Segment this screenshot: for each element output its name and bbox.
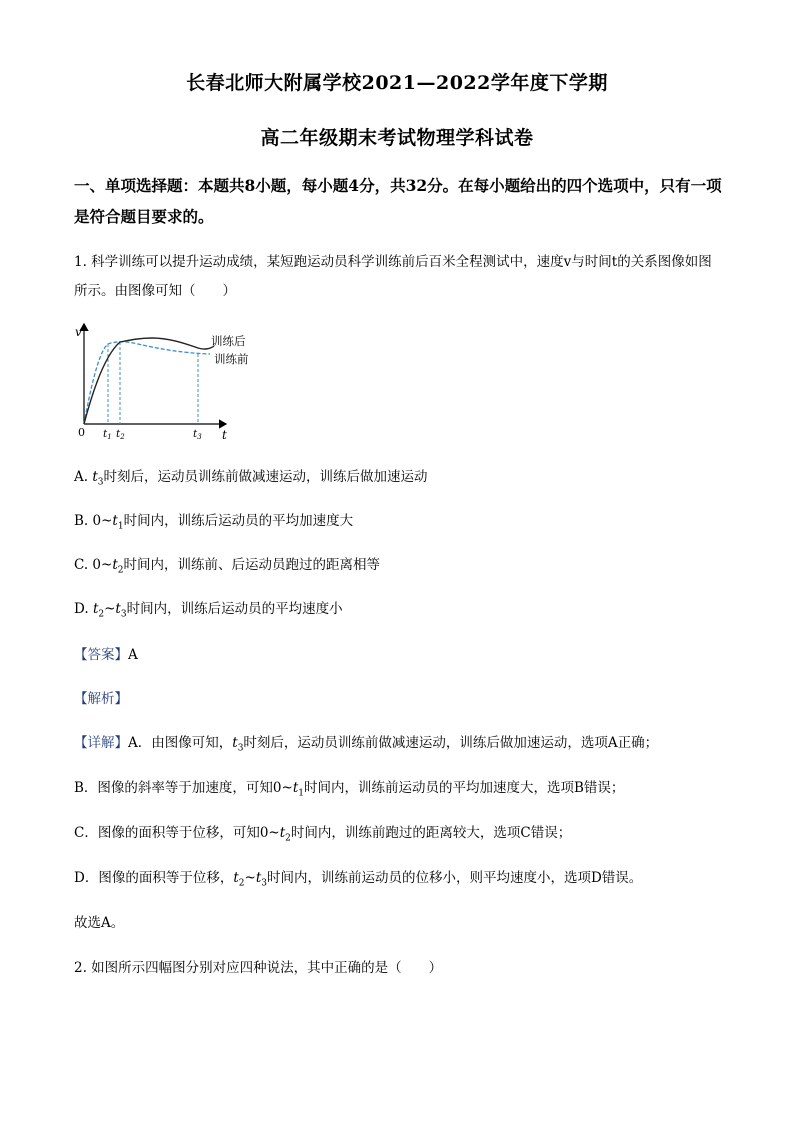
answer-value: A — [128, 647, 138, 663]
origin-label: 0 — [78, 426, 85, 439]
tick-t1: t1 — [103, 428, 112, 441]
legend-before-training: 训练前 — [214, 352, 249, 366]
exam-title-line1: 长春北师大附属学校2021—2022学年度下学期 — [186, 72, 608, 94]
detail-a: 【详解】A．由图像可知，$t_3$时刻后，运动员训练前做减速运动，训练后做加速运动，选项A正确； — [74, 735, 659, 754]
detail-b: B．图像的斜率等于加速度，可知$0\sim t_1$时间内，训练前运动员的平均加速度大，选项B错误； — [74, 780, 625, 799]
answer-label: 【答案】 — [74, 647, 128, 663]
analysis-line — [74, 689, 724, 709]
detail-label: 【详解】 — [74, 735, 128, 751]
question-1-stem: 1. 科学训练可以提升运动成绩，某短跑运动员科学训练前后百米全程测试中，速度v与时间t的关系图像如图所示。由图像可知（ ） — [74, 254, 712, 299]
detail-c: C．图像的面积等于位移，可知$0\sim t_2$时间内，训练前跑过的距离较大，选项C错误； — [74, 825, 572, 844]
legend-after-training: 训练后 — [211, 334, 246, 348]
option-c: C. $0\sim t_2$时间内，训练前、后运动员跑过的距离相等 — [74, 557, 381, 576]
question-2-stem: 2. 如图所示四幅图分别对应四种说法，其中正确的是（ ） — [74, 960, 443, 976]
answer-line — [74, 645, 724, 665]
exam-title-line2: 高二年级期末考试物理学科试卷 — [260, 127, 534, 149]
vt-graph — [74, 320, 274, 448]
detail-d: D．图像的面积等于位移，$t_2\sim t_3$时间内，训练前运动员的位移小，则平均速度小，选项D错误。 — [74, 870, 643, 889]
option-d: D. $t_2\sim t_3$时间内，训练后运动员的平均速度小 — [74, 601, 343, 620]
curve-before-training — [84, 342, 210, 424]
tick-t3: t3 — [193, 428, 202, 441]
section-heading: 一、单项选择题：本题共8小题，每小题4分，共32分。在每小题给出的四个选项中，只有一项是符合题目要求的。 — [74, 176, 722, 226]
y-axis-label: v — [75, 325, 82, 339]
tick-t2: t2 — [116, 428, 125, 441]
analysis-label: 【解析】 — [74, 691, 128, 707]
x-axis-label: t — [222, 428, 227, 442]
conclusion: 故选A。 — [74, 915, 125, 931]
option-b: B. $0\sim t_1$时间内，训练后运动员的平均加速度大 — [74, 513, 354, 532]
option-a: A. $t_3$时刻后，运动员训练前做减速运动，训练后做加速运动 — [74, 469, 428, 488]
